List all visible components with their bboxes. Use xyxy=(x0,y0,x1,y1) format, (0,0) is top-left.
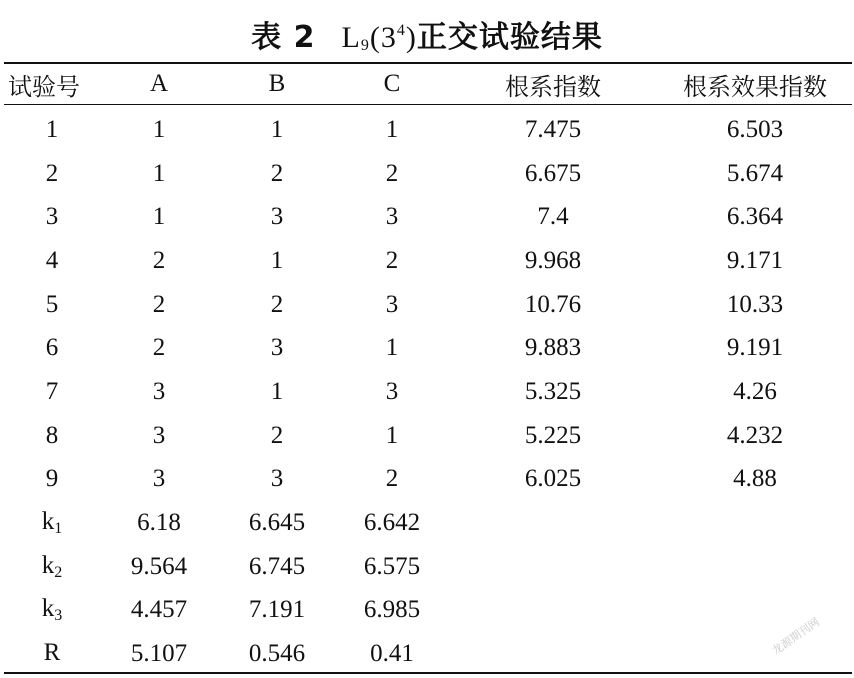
cell-root-effect-index: 4.232 xyxy=(726,421,784,449)
cell-root-index: 9.883 xyxy=(524,334,582,362)
stat-symbol: k xyxy=(41,551,55,579)
cell-c: 3 xyxy=(385,203,399,231)
stat-c: 6.985 xyxy=(363,596,421,624)
empty-cell xyxy=(658,632,852,676)
cell-root-effect-index: 9.191 xyxy=(726,334,784,362)
title-subscript: 9 xyxy=(360,37,370,54)
stat-subscript: 2 xyxy=(54,563,63,581)
table-row xyxy=(4,239,852,283)
stats-row-k2 xyxy=(4,545,852,589)
stat-b: 7.191 xyxy=(248,596,306,624)
cell-root-index: 6.675 xyxy=(524,159,582,187)
cell-a: 3 xyxy=(152,421,166,449)
stat-subscript: 3 xyxy=(54,607,63,625)
cell-b: 3 xyxy=(270,334,284,362)
empty-cell xyxy=(658,545,852,589)
stat-symbol: k xyxy=(41,595,55,623)
cell-c: 2 xyxy=(385,246,399,274)
cell-b: 1 xyxy=(270,115,284,143)
cell-root-index: 7.4 xyxy=(537,203,569,231)
cell-b: 3 xyxy=(270,465,284,493)
cell-b: 1 xyxy=(270,246,284,274)
cell-root-index: 9.968 xyxy=(524,246,582,274)
cell-trial: 3 xyxy=(45,203,59,231)
header-a: A xyxy=(149,70,169,97)
stat-a: 4.457 xyxy=(130,596,188,624)
cell-root-effect-index: 9.171 xyxy=(726,246,784,274)
cell-a: 2 xyxy=(152,246,166,274)
title-text: 正交试验结果 xyxy=(416,20,603,55)
stats-row-k1 xyxy=(4,501,852,545)
empty-cell xyxy=(448,501,658,545)
stat-b: 0.546 xyxy=(248,640,306,668)
cell-trial: 4 xyxy=(45,246,59,274)
cell-root-index: 6.025 xyxy=(524,465,582,493)
table-title xyxy=(0,6,854,56)
cell-c: 2 xyxy=(385,159,399,187)
cell-trial: 2 xyxy=(45,159,59,187)
cell-trial: 9 xyxy=(45,465,59,493)
table-number: 表 2 xyxy=(251,20,316,55)
title-L: L xyxy=(341,21,361,54)
cell-root-effect-index: 10.33 xyxy=(726,290,784,318)
empty-cell xyxy=(658,501,852,545)
cell-b: 2 xyxy=(270,290,284,318)
empty-cell xyxy=(448,632,658,676)
cell-trial: 5 xyxy=(45,290,59,318)
table-row xyxy=(4,414,852,458)
header-root-effect-index: 根系效果指数 xyxy=(683,72,827,101)
cell-root-effect-index: 6.503 xyxy=(726,115,784,143)
cell-b: 2 xyxy=(270,421,284,449)
empty-cell xyxy=(658,589,852,633)
cell-trial: 6 xyxy=(45,334,59,362)
cell-root-effect-index: 4.88 xyxy=(733,465,777,493)
watermark: 龙源期刊网 xyxy=(769,615,823,658)
cell-c: 3 xyxy=(385,377,399,405)
cell-b: 3 xyxy=(270,203,284,231)
table-row xyxy=(4,370,852,414)
cell-root-index: 5.325 xyxy=(524,377,582,405)
empty-cell xyxy=(448,545,658,589)
cell-trial: 8 xyxy=(45,421,59,449)
header-trial-no: 试验号 xyxy=(8,72,80,101)
empty-cell xyxy=(448,589,658,633)
stat-symbol: k xyxy=(41,508,55,536)
cell-b: 2 xyxy=(270,159,284,187)
stat-symbol: R xyxy=(43,639,61,667)
header-row xyxy=(4,64,852,104)
table-row xyxy=(4,326,852,370)
cell-a: 3 xyxy=(152,377,166,405)
cell-a: 2 xyxy=(152,290,166,318)
header-b: B xyxy=(268,70,286,97)
table-row xyxy=(4,283,852,327)
stat-b: 6.745 xyxy=(248,552,306,580)
cell-c: 2 xyxy=(385,465,399,493)
cell-a: 1 xyxy=(152,159,166,187)
cell-a: 1 xyxy=(152,115,166,143)
stat-c: 6.642 xyxy=(363,509,421,537)
stat-c: 6.575 xyxy=(363,552,421,580)
header-root-index: 根系指数 xyxy=(505,72,601,101)
cell-root-effect-index: 5.674 xyxy=(726,159,784,187)
stats-row-r xyxy=(4,632,852,676)
stat-b: 6.645 xyxy=(248,509,306,537)
cell-b: 1 xyxy=(270,377,284,405)
cell-a: 1 xyxy=(152,203,166,231)
cell-trial: 7 xyxy=(45,377,59,405)
stat-a: 6.18 xyxy=(137,509,181,537)
cell-trial: 1 xyxy=(45,115,59,143)
table-row xyxy=(4,104,852,152)
table-row xyxy=(4,458,852,502)
stats-row-k3 xyxy=(4,589,852,633)
stat-subscript: 1 xyxy=(54,520,63,538)
cell-c: 3 xyxy=(385,290,399,318)
cell-c: 1 xyxy=(385,334,399,362)
stat-label xyxy=(4,501,100,545)
cell-a: 3 xyxy=(152,465,166,493)
title-paren-open: (3 xyxy=(369,21,397,54)
title-paren-close: ) xyxy=(405,21,417,54)
header-c: C xyxy=(383,70,401,97)
cell-root-index: 5.225 xyxy=(524,421,582,449)
table-row xyxy=(4,152,852,196)
cell-root-effect-index: 6.364 xyxy=(726,203,784,231)
cell-root-index: 10.76 xyxy=(524,290,582,318)
table-row xyxy=(4,195,852,239)
cell-c: 1 xyxy=(385,115,399,143)
stat-label xyxy=(4,545,100,589)
cell-root-index: 7.475 xyxy=(524,115,582,143)
cell-a: 2 xyxy=(152,334,166,362)
stat-c: 0.41 xyxy=(370,640,414,668)
stat-a: 5.107 xyxy=(130,640,188,668)
stat-label xyxy=(4,589,100,633)
stat-a: 9.564 xyxy=(130,552,188,580)
cell-root-effect-index: 4.26 xyxy=(733,377,777,405)
stat-label xyxy=(4,632,100,676)
title-superscript: 4 xyxy=(396,22,406,39)
cell-c: 1 xyxy=(385,421,399,449)
results-table xyxy=(4,64,852,676)
